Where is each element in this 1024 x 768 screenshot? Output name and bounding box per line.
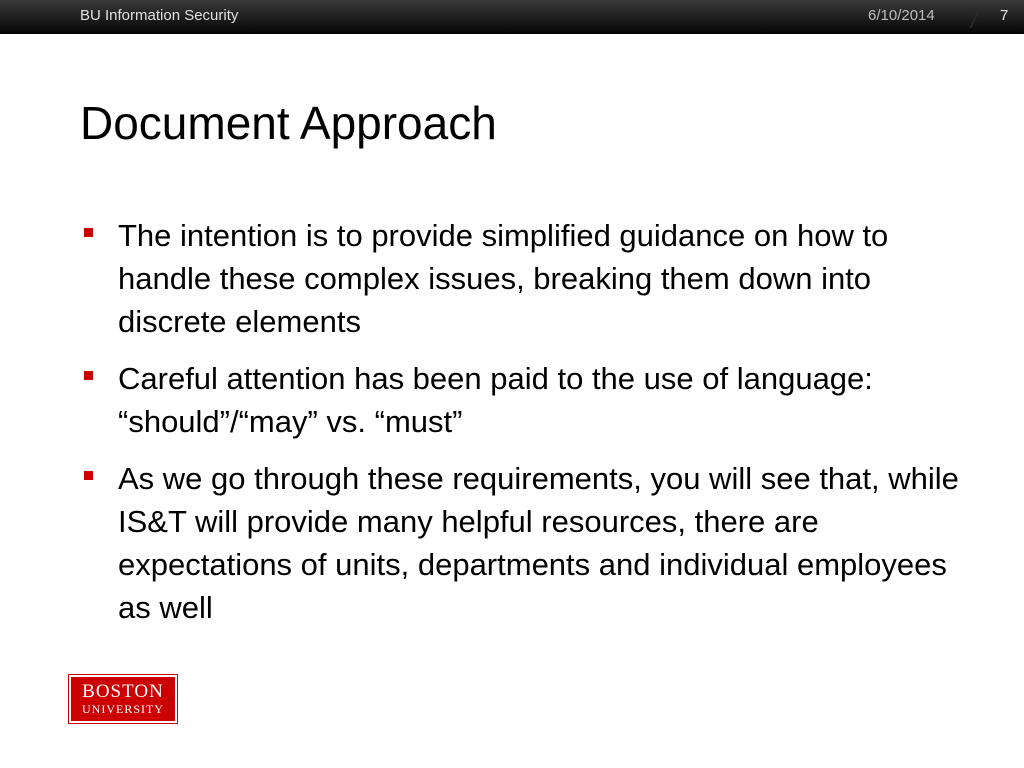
boston-university-logo <box>69 675 177 723</box>
bullet-item <box>80 357 960 443</box>
header-date: 6/10/2014 <box>868 7 935 24</box>
logo-line-university: UNIVERSITY <box>82 702 164 716</box>
bullet-square-icon <box>84 228 93 237</box>
header-page-number: 7 <box>1000 7 1009 24</box>
bullet-item <box>80 214 960 343</box>
bullet-text: The intention is to provide simplified guidance on how to handle these complex issues, breaking them down into discrete elements <box>118 218 889 339</box>
bullet-text: As we go through these requirements, you will see that, while IS&T will provide many helpful resources, there are expectations of units, departments and individual employees as well <box>118 461 959 625</box>
bullet-text: Careful attention has been paid to the use of language: “should”/“may” vs. “must” <box>118 361 873 439</box>
header-bar <box>0 0 1024 34</box>
bullet-square-icon <box>84 371 93 380</box>
bullet-square-icon <box>84 471 93 480</box>
header-org: BU Information Security <box>80 7 239 24</box>
header-slide-number-large: 7 <box>966 2 981 35</box>
slide-title: Document Approach <box>80 97 497 149</box>
logo-line-boston: BOSTON <box>82 681 164 702</box>
bullet-item <box>80 457 960 629</box>
bullet-list <box>80 214 960 643</box>
